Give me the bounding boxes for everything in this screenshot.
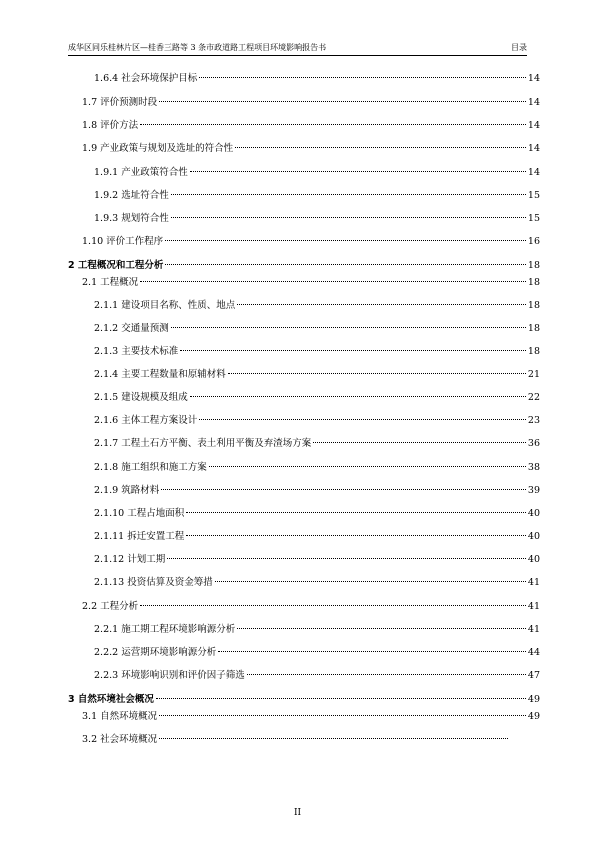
- toc-entry[interactable]: [94, 646, 540, 660]
- toc-entry-page: 44: [527, 647, 540, 658]
- toc-entry-page: 40: [527, 531, 540, 542]
- toc-entry-page: 41: [527, 601, 540, 612]
- dot-leader: [165, 264, 525, 265]
- toc-entry-title: 2.1 工程概况: [82, 277, 139, 288]
- section-name: 目录: [511, 43, 527, 52]
- dot-leader: [159, 715, 526, 716]
- toc-entry-page: 15: [527, 213, 540, 224]
- toc-entry-title: 2.1.13 投资估算及资金筹措: [94, 577, 213, 588]
- toc-entry-page: 14: [527, 97, 540, 108]
- toc-entry-page: 39: [527, 485, 540, 496]
- toc-entry-title: 1.10 评价工作程序: [82, 236, 164, 247]
- dot-leader: [237, 628, 526, 629]
- toc-entry[interactable]: [94, 391, 540, 405]
- toc-entry-page: 18: [527, 323, 540, 334]
- dot-leader: [159, 101, 526, 102]
- toc-entry-page: 14: [527, 167, 540, 178]
- toc-entry-title: 1.7 评价预测时段: [82, 97, 158, 108]
- toc-entry-title: 2.1.8 施工组织和施工方案: [94, 462, 207, 473]
- toc-entry-title: 2.1.5 建设规模及组成: [94, 392, 188, 403]
- toc-entry-title: 1.9.3 规划符合性: [94, 213, 169, 224]
- toc-entry[interactable]: [82, 119, 540, 133]
- toc-entry-page: 47: [527, 670, 540, 681]
- dot-leader: [313, 442, 526, 443]
- toc-entry[interactable]: [82, 276, 540, 290]
- toc-entry-page: 18: [527, 277, 540, 288]
- toc-entry[interactable]: [94, 414, 540, 428]
- toc-entry-title: 2 工程概况和工程分析: [68, 260, 164, 271]
- toc-entry[interactable]: [94, 72, 540, 86]
- toc-entry-title: 2.1.12 计划工期: [94, 554, 166, 565]
- toc-entry-title: 3.2 社会环境概况: [82, 734, 158, 745]
- toc-entry-title: 1.8 评价方法: [82, 120, 139, 131]
- toc-entry[interactable]: [94, 461, 540, 475]
- toc-entry-page: 36: [527, 438, 540, 449]
- dot-leader: [190, 171, 526, 172]
- toc-entry[interactable]: [94, 669, 540, 683]
- toc-entry-title: 2.2 工程分析: [82, 601, 139, 612]
- dot-leader: [180, 350, 526, 351]
- toc-entry-title: 2.1.4 主要工程数量和原辅材料: [94, 369, 226, 380]
- report-title: 成华区同乐桂林片区—桂香三路等 3 条市政道路工程项目环境影响报告书: [68, 43, 327, 52]
- toc-entry[interactable]: [94, 623, 540, 637]
- toc-entry-title: 1.9 产业政策与规划及选址的符合性: [82, 143, 234, 154]
- page-number: II: [293, 808, 302, 818]
- toc-entry-title: 2.2.1 施工期工程环境影响源分析: [94, 624, 236, 635]
- dot-leader: [237, 304, 526, 305]
- toc-entry[interactable]: [94, 345, 540, 359]
- dot-leader: [199, 419, 526, 420]
- dot-leader: [199, 77, 526, 78]
- toc-entry-title: 1.9.1 产业政策符合性: [94, 167, 188, 178]
- dot-leader: [215, 581, 526, 582]
- toc-entry-page: 18: [527, 346, 540, 357]
- toc-entry[interactable]: [82, 733, 510, 747]
- dot-leader: [186, 512, 526, 513]
- dot-leader: [156, 698, 526, 699]
- toc-entry-title: 2.1.9 筑路材料: [94, 485, 160, 496]
- dot-leader: [171, 194, 526, 195]
- toc-entry-title: 2.1.11 拆迁安置工程: [94, 531, 185, 542]
- toc-entry-page: 38: [527, 462, 540, 473]
- toc-entry[interactable]: [94, 484, 540, 498]
- toc-entry[interactable]: [82, 142, 540, 156]
- toc-entry-title: 2.1.6 主体工程方案设计: [94, 415, 198, 426]
- toc-entry[interactable]: [94, 507, 540, 521]
- dot-leader: [209, 466, 526, 467]
- toc-entry[interactable]: [82, 710, 540, 724]
- toc-entry-title: 2.1.2 交通量预测: [94, 323, 169, 334]
- toc-entry-page: 14: [527, 143, 540, 154]
- toc-entry-page: 18: [527, 300, 540, 311]
- toc-entry[interactable]: [68, 693, 540, 707]
- toc-entry[interactable]: [94, 189, 540, 203]
- dot-leader: [140, 124, 526, 125]
- toc-entry-page: 49: [527, 694, 540, 705]
- toc-entry[interactable]: [82, 235, 540, 249]
- toc-entry-page: 16: [527, 236, 540, 247]
- toc-entry-title: 1.6.4 社会环境保护目标: [94, 73, 198, 84]
- toc-entry-title: 2.1.7 工程土石方平衡、表土利用平衡及弃渣场方案: [94, 438, 312, 449]
- toc-entry[interactable]: [94, 576, 540, 590]
- dot-leader: [247, 674, 526, 675]
- toc-entry-page: 41: [527, 577, 540, 588]
- toc-entry[interactable]: [94, 553, 540, 567]
- toc-entry[interactable]: [94, 530, 540, 544]
- toc-entry[interactable]: [94, 322, 540, 336]
- toc-entry[interactable]: [82, 96, 540, 110]
- toc-entry-page: 22: [527, 392, 540, 403]
- toc-entry-page: 14: [527, 120, 540, 131]
- dot-leader: [190, 396, 526, 397]
- toc-entry-page: 40: [527, 554, 540, 565]
- toc-entry[interactable]: [94, 166, 540, 180]
- toc-entry-title: 2.2.3 环境影响识别和评价因子筛选: [94, 670, 245, 681]
- dot-leader: [171, 327, 526, 328]
- toc-entry-title: 1.9.2 选址符合性: [94, 190, 169, 201]
- toc-entry[interactable]: [94, 212, 540, 226]
- dot-leader: [186, 535, 526, 536]
- toc-entry-page: 15: [527, 190, 540, 201]
- dot-leader: [171, 217, 526, 218]
- toc-entry-page: 49: [527, 711, 540, 722]
- toc-entry[interactable]: [94, 299, 540, 313]
- toc-entry-title: 3 自然环境社会概况: [68, 694, 154, 705]
- running-header: [68, 41, 527, 56]
- dot-leader: [218, 651, 526, 652]
- toc-entry-page: 23: [527, 415, 540, 426]
- toc-entry[interactable]: [68, 259, 540, 273]
- dot-leader: [140, 605, 526, 606]
- dot-leader: [161, 489, 526, 490]
- toc-entry-title: 2.2.2 运营期环境影响源分析: [94, 647, 217, 658]
- toc-entry-page: 14: [527, 73, 540, 84]
- toc-entry-page: 41: [527, 624, 540, 635]
- toc-entry-title: 2.1.10 工程占地面积: [94, 508, 185, 519]
- toc-entry-page: 21: [527, 369, 540, 380]
- dot-leader: [167, 558, 526, 559]
- toc-entry[interactable]: [94, 437, 540, 451]
- toc-entry-title: 3.1 自然环境概况: [82, 711, 158, 722]
- toc-entry-title: 2.1.3 主要技术标准: [94, 346, 179, 357]
- dot-leader: [140, 281, 526, 282]
- toc-entry[interactable]: [94, 368, 540, 382]
- dot-leader: [159, 738, 508, 739]
- toc-entry-title: 2.1.1 建设项目名称、性质、地点: [94, 300, 236, 311]
- dot-leader: [235, 147, 526, 148]
- toc-entry[interactable]: [82, 600, 540, 614]
- toc-entry-page: 40: [527, 508, 540, 519]
- dot-leader: [165, 240, 526, 241]
- toc-entry-page: 18: [527, 260, 540, 271]
- dot-leader: [228, 373, 526, 374]
